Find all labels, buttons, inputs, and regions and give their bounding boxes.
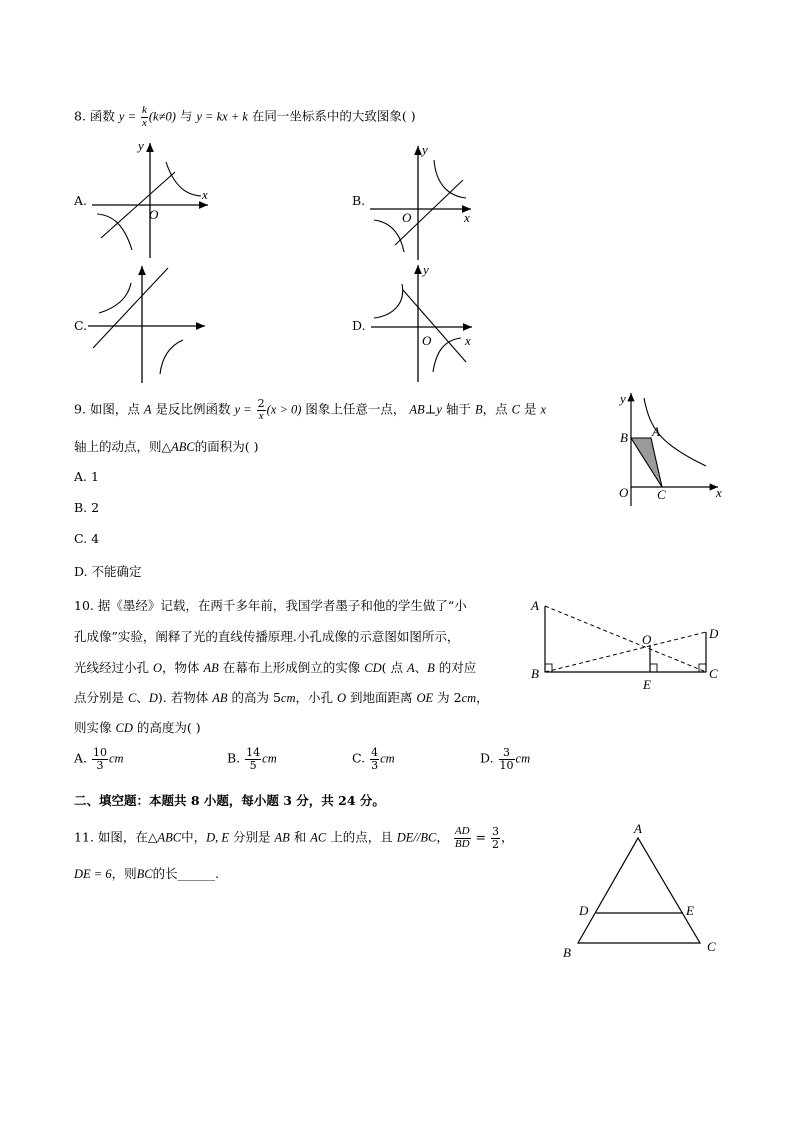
svg-text:y: y (423, 262, 429, 277)
svg-text:A: A (634, 821, 642, 836)
svg-text:C: C (709, 666, 718, 681)
y-label: y (138, 138, 144, 153)
q10-line1: 10. 据《墨经》记载，在两千多年前，我国学者墨子和他的学生做了“小 (74, 598, 467, 613)
q8-option-b-label: B. (352, 193, 366, 208)
q10-line5: 则实像 CD 的高度为( ) (74, 720, 201, 735)
q10-line2: 孔成像”实验，阐释了光的直线传播原理.小孔成像的示意图如图所示， (74, 629, 460, 644)
q10-line3: 光线经过小孔 O，物体 AB 在幕布上形成倒立的实像 CD( 点 A、B 的对应 (74, 660, 477, 675)
q9-stem-line1: 9. 如图，点 A 是反比例函数 y = $\frac{2}{x}$ (x > 0) 图象上任意一点， AB⊥y 轴于 B，点 C 是 x (74, 397, 546, 422)
svg-text:O: O (402, 210, 412, 225)
svg-text:B: B (563, 945, 571, 960)
svg-text:x: x (465, 333, 471, 348)
origin-label: O (619, 485, 629, 500)
point-b-label: B (620, 430, 628, 445)
q8-option-a-label: A. (74, 193, 88, 208)
svg-text:C: C (707, 939, 716, 954)
svg-text:y: y (422, 142, 428, 157)
point-c-label: C (657, 487, 666, 502)
q11-line2: DE = 6，则BC的长______. (74, 866, 220, 881)
triangle-abc (578, 838, 700, 943)
q11-line1: 11. 如图，在△ABC中，D, E 分别是 AB 和 AC 上的点，且 DE//BC， $\frac{AD}{BD}$ = $\frac{3}{2}$ ， (74, 825, 514, 851)
svg-text:E: E (643, 677, 651, 692)
q8-option-c-label: C. (74, 318, 88, 333)
x-label: x (202, 187, 208, 202)
q10-option-b: B. $\frac{14}{5}$ cm (227, 746, 277, 772)
x-label: x (716, 485, 722, 500)
svg-text:O: O (422, 333, 432, 348)
q9-choice-a: A. 1 (74, 469, 99, 484)
section-2-heading: 二、填空题：本题共 8 小题，每小题 3 分，共 24 分。 (74, 793, 385, 808)
svg-text:O: O (642, 632, 652, 647)
svg-text:A: A (531, 598, 539, 613)
q9-choice-b: B. 2 (74, 500, 100, 515)
q9-stem-line2: 轴上的动点，则△ABC的面积为( ) (74, 439, 259, 454)
q10-option-c: C. $\frac{4}{3}$ cm (352, 746, 395, 772)
q10-option-d: D. $\frac{3}{10}$ cm (480, 746, 531, 772)
svg-text:x: x (464, 210, 470, 225)
y-label: y (620, 391, 626, 406)
svg-text:D: D (579, 903, 589, 918)
svg-text:E: E (686, 903, 694, 918)
q10-option-a: A. $\frac{10}{3}$ cm (74, 746, 124, 772)
q9-choice-c: C. 4 (74, 531, 100, 546)
svg-text:B: B (531, 666, 539, 681)
point-a-label: A (652, 424, 660, 439)
origin-label: O (149, 207, 159, 222)
q10-line4: 点分别是 C、D). 若物体 AB 的高为 5cm，小孔 O 到地面距离 OE 为 2cm， (74, 690, 489, 705)
q9-choice-d: D. 不能确定 (74, 564, 142, 579)
q8-stem: 8. 函数 y = $\frac{k}{x}$ (k≠0) 与 y = kx + k 在同一坐标系中的大致图象( ) (74, 104, 416, 129)
svg-text:D: D (709, 626, 719, 641)
q8-option-d-label: D. (352, 318, 366, 333)
